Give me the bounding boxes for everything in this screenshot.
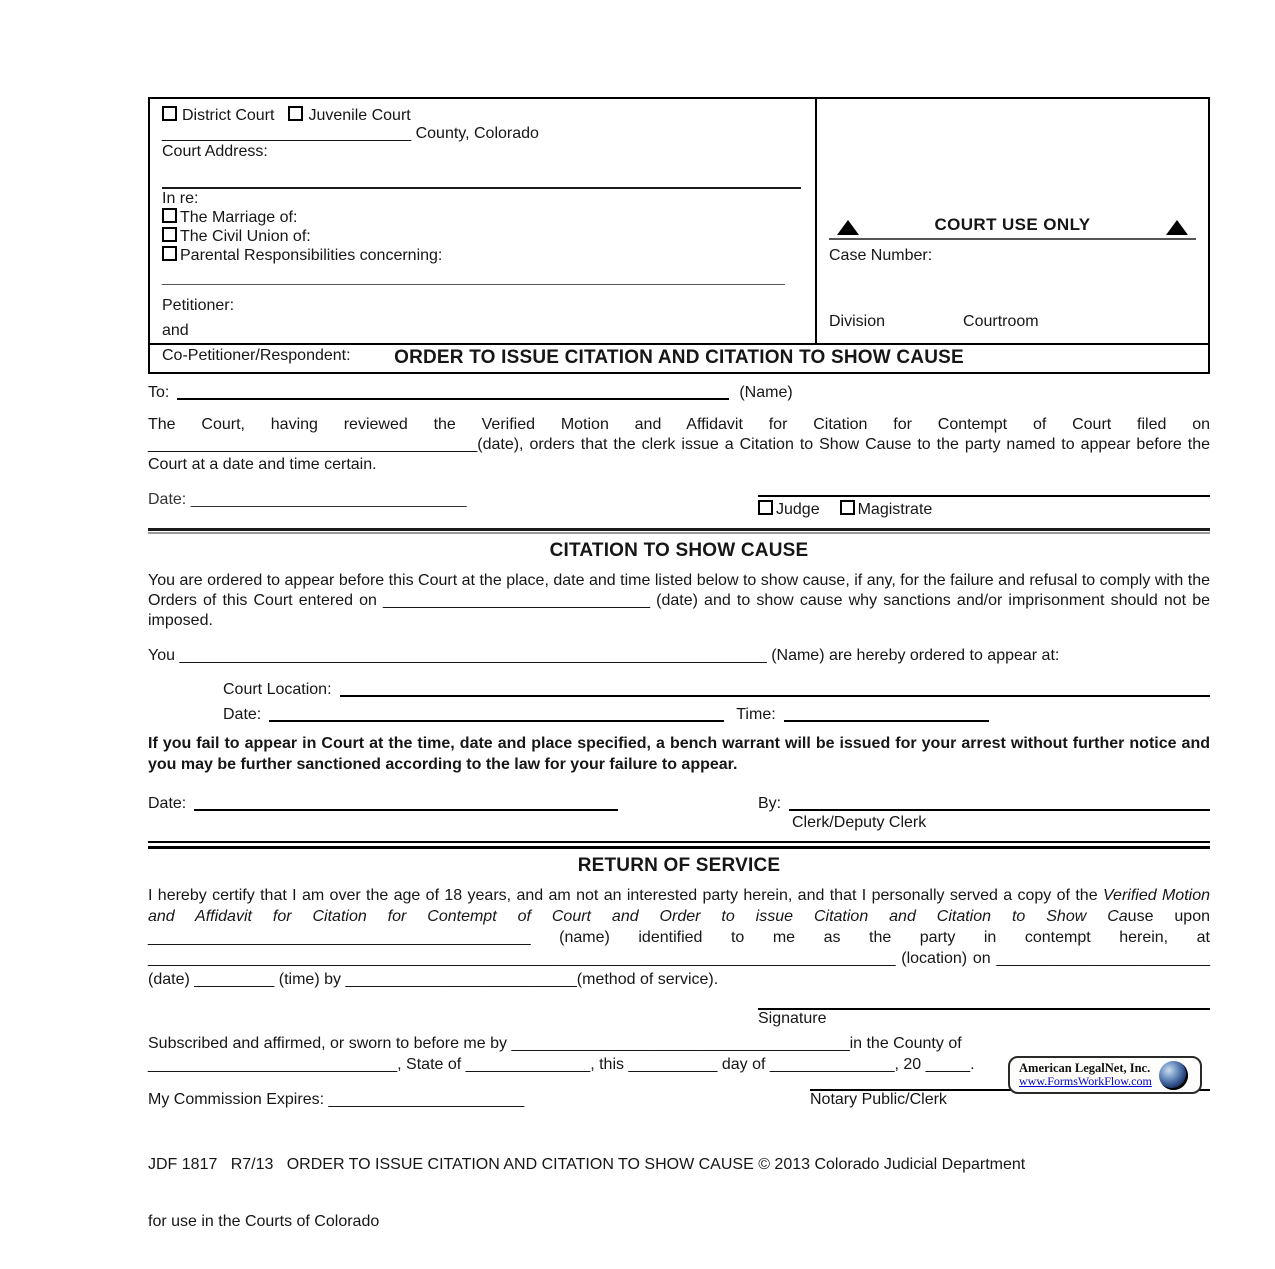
return-of-service-heading: RETURN OF SERVICE [577, 855, 781, 876]
civil-union-checkbox[interactable] [162, 227, 177, 242]
magistrate-option [840, 500, 933, 519]
address-divider-line [162, 187, 801, 189]
court-location-row [148, 677, 1210, 699]
appear-date-line[interactable] [269, 720, 724, 722]
date-by-row [148, 791, 1210, 832]
citation-paragraph: You are ordered to appear before this Court at the place, date and time listed below to show cause, if any, for the failure and refusal to comply with the Orders of this Court entered on ______________________________ (date) and to show cause why sanctions and/or imprisonment should not be imposed. [148, 572, 1210, 629]
citation-date-line[interactable] [194, 809, 618, 811]
form-footer [148, 1117, 1210, 1269]
server-signature-block [758, 1006, 1210, 1028]
judge-option [758, 500, 820, 519]
district-court-checkbox[interactable] [162, 106, 177, 121]
court-use-only-label: COURT USE ONLY [934, 215, 1091, 234]
form-body [148, 372, 1210, 1269]
section-divider [148, 528, 1210, 534]
in-re-label: In re: [162, 189, 199, 207]
in-re-option-civil-union [162, 227, 805, 246]
juvenile-court-checkbox[interactable] [288, 106, 303, 121]
petitioner-label: Petitioner: [162, 297, 235, 315]
clerk-deputy-label: Clerk/Deputy Clerk [792, 814, 927, 831]
court-address-blank[interactable] [162, 161, 805, 187]
judge-signature-block [758, 491, 1210, 519]
co-petitioner-label: Co-Petitioner/Respondent: [162, 347, 351, 365]
juvenile-court-label: Juvenile Court [308, 107, 411, 124]
court-location-label: Court Location: [223, 681, 332, 698]
in-re-option-parental [162, 246, 805, 265]
by-label: By: [758, 795, 782, 812]
name-suffix: (Name) [739, 384, 793, 401]
clerk-signature-block [758, 791, 1210, 832]
order-date-line[interactable]: Date: _______________________________ [148, 491, 467, 508]
marriage-label: The Marriage of: [180, 208, 298, 226]
signature-label: Signature [758, 1010, 827, 1027]
cert-text-2: use upon ___________________________________________ (name) identified to me as the party in contempt herein, at ____________________________________________________________________________________ (location) on ________________________ (date) _________ (time) by __________________________(method of service). [148, 908, 1210, 988]
parental-label: Parental Responsibilities concerning: [180, 246, 443, 264]
county-line[interactable]: ____________________________ County, Colorado [162, 124, 539, 142]
date-judge-row [148, 491, 1210, 519]
magistrate-label: Magistrate [857, 501, 933, 518]
footer-line-2: for use in the Courts of Colorado [148, 1213, 380, 1230]
to-label: To: [148, 384, 170, 401]
service-certification-paragraph [148, 885, 1210, 990]
court-location-line[interactable] [340, 695, 1210, 697]
commission-expires-line[interactable]: My Commission Expires: ______________________ [148, 1091, 525, 1108]
magistrate-checkbox[interactable] [840, 500, 855, 515]
to-row [148, 380, 1210, 402]
courtroom-label: Courtroom [963, 313, 1039, 330]
civil-union-label: The Civil Union of: [180, 227, 311, 245]
section-divider-double [148, 841, 1210, 849]
court-use-only-cell [817, 99, 1208, 343]
globe-icon [1159, 1061, 1188, 1090]
appear-time-label: Time: [736, 706, 776, 723]
judge-signature-line[interactable] [758, 491, 1210, 497]
parental-checkbox[interactable] [162, 246, 177, 261]
appear-time-line[interactable] [784, 720, 989, 722]
header-table [148, 97, 1210, 374]
form-title: ORDER TO ISSUE CITATION AND CITATION TO SHOW CAUSE [150, 343, 1208, 372]
date-time-row [148, 702, 1210, 724]
judge-label: Judge [776, 501, 820, 518]
citation-date-label: Date: [148, 795, 187, 812]
appear-date-label: Date: [223, 706, 262, 723]
district-court-label: District Court [182, 107, 275, 124]
bench-warrant-warning: If you fail to appear in Court at the time, date and place specified, a bench warrant will be issued for your arrest without further notice and you may be further sanctioned according to the law for your failure to appear. [148, 735, 1210, 773]
footer-line-1: JDF 1817 R7/13 ORDER TO ISSUE CITATION AND CITATION TO SHOW CAUSE © 2013 Colorado Judicial Department [148, 1156, 1026, 1173]
marriage-checkbox[interactable] [162, 208, 177, 223]
court-use-only-divider [829, 238, 1196, 240]
legalnet-url-link[interactable]: www.FormsWorkFlow.com [1019, 1074, 1152, 1089]
notary-public-label: Notary Public/Clerk [810, 1091, 947, 1108]
case-number-label: Case Number: [829, 247, 933, 264]
and-label: and [162, 322, 189, 340]
judge-checkbox[interactable] [758, 500, 773, 515]
you-name-line[interactable]: You __________________________________________________________________ (Name) are hereby ordered to appear at: [148, 647, 1060, 664]
division-label: Division [829, 313, 886, 330]
cert-text-1: I hereby certify that I am over the age of 18 years, and am not an interested party herein, and that I personally served a copy of the [148, 887, 1103, 904]
subscribed-line-2: ____________________________, State of ______________, this __________ day of ______________, 20 _____. [148, 1056, 975, 1073]
clerk-signature-line[interactable] [789, 809, 1210, 811]
subscribed-line-1: Subscribed and affirmed, or sworn to before me by ______________________________________in the County of [148, 1035, 962, 1052]
triangle-up-icon [1166, 220, 1188, 235]
legalnet-name: American LegalNet, Inc. [1019, 1060, 1151, 1075]
cert-document-title: Verified Motion and Affidavit for Citation for Contempt of Court and Order to issue Citation and Citation to Show Ca [148, 887, 1211, 925]
order-paragraph: The Court, having reviewed the Verified Motion and Affidavit for Citation for Contempt of Court filed on _____________________________________(date), orders that the clerk issue a Citation to Show Cause to the party named to appear before the Court at a date and time certain. [148, 416, 1210, 473]
legalnet-badge [1008, 1056, 1202, 1094]
triangle-up-icon [837, 220, 859, 235]
citation-date-block [148, 791, 618, 813]
to-name-line[interactable] [177, 398, 729, 400]
court-type-row [162, 106, 805, 125]
in-re-blank-line[interactable]: ______________________________________________________________________ [162, 268, 785, 286]
in-re-option-marriage [162, 208, 805, 227]
citation-heading: CITATION TO SHOW CAUSE [549, 540, 809, 561]
court-address-label: Court Address: [162, 142, 268, 160]
